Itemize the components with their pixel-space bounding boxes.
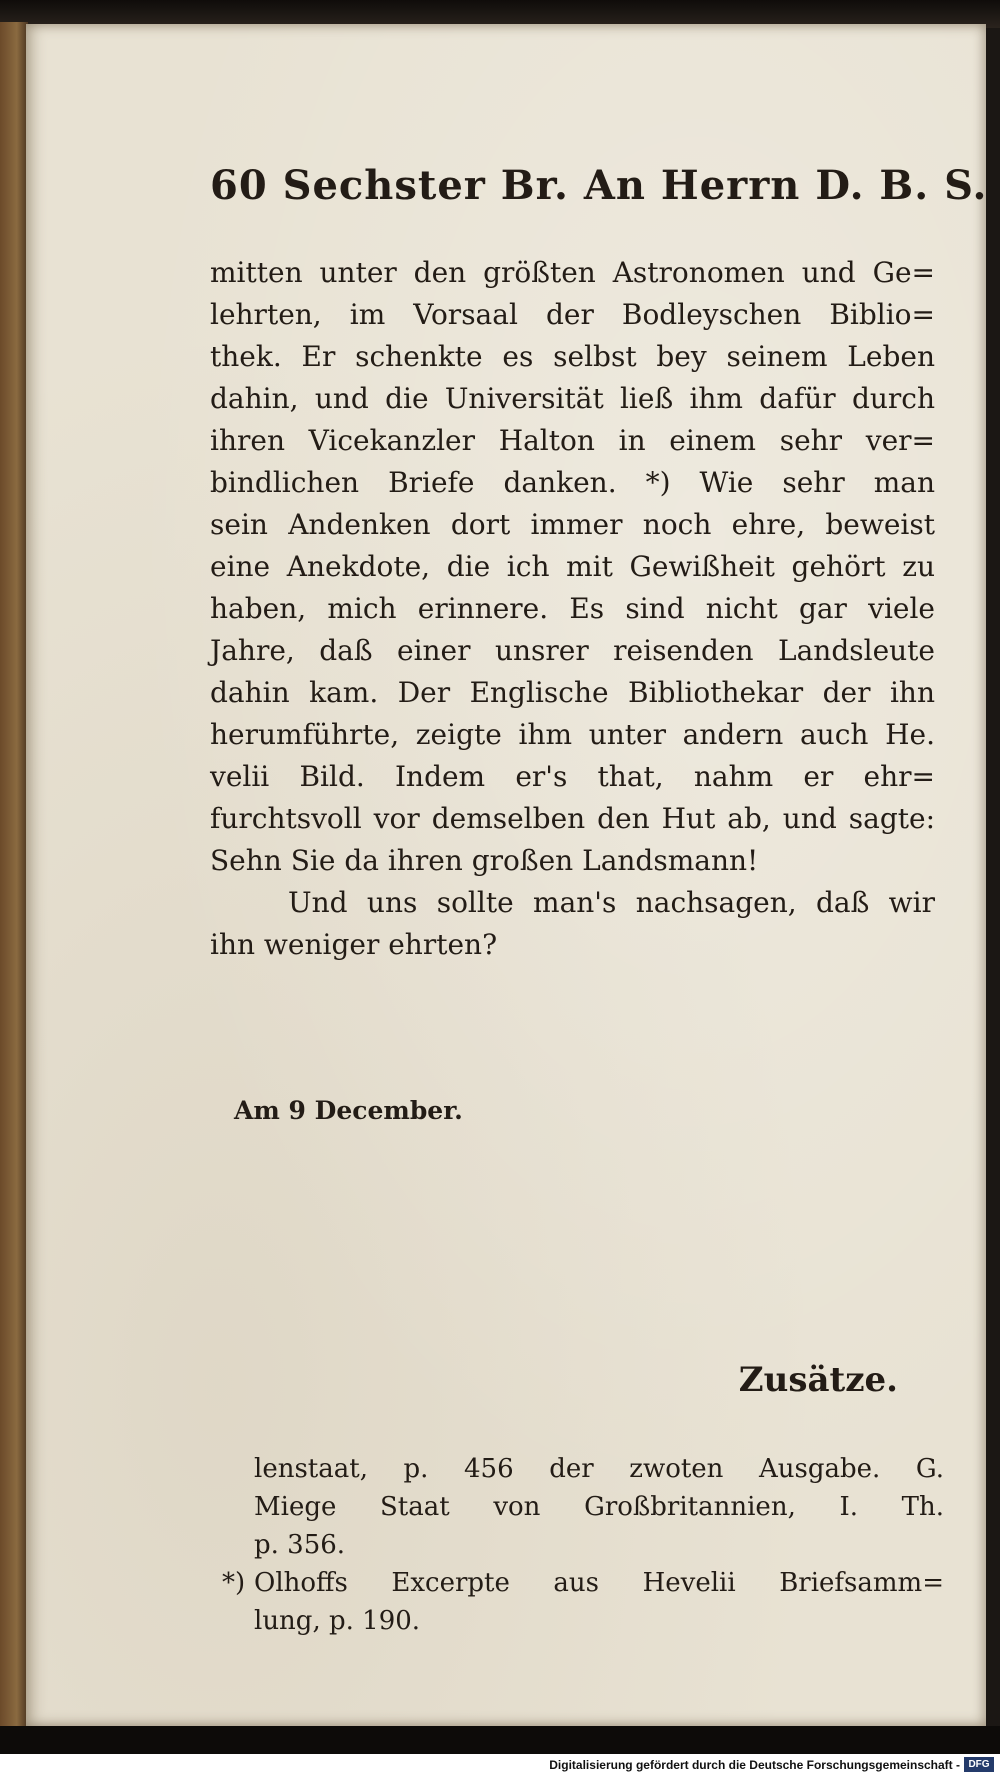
body-line: ihren Vicekanzler Halton in einem sehr ver=: [210, 424, 935, 457]
body-line: Sehn Sie da ihren großen Landsmann!: [210, 844, 759, 877]
body-line: bindlichen Briefe danken. *) Wie sehr man: [210, 466, 935, 499]
dfg-credit-text: Digitalisierung gefördert durch die Deutsche Forschungsgemeinschaft -: [549, 1758, 960, 1772]
body-line: velii Bild. Indem er's that, nahm er ehr=: [210, 760, 935, 793]
body-line: Jahre, daß einer unsrer reisenden Landsleute: [210, 634, 935, 667]
footnote-line: [222, 1564, 944, 1602]
body-text: [210, 252, 935, 966]
footnote-line: lung, p. 190.: [254, 1606, 421, 1636]
running-header: 60 Sechster Br. An Herrn D. B. S.: [210, 162, 988, 209]
body-line: sein Andenken dort immer noch ehre, beweist: [210, 508, 935, 541]
footnote-marker: *): [222, 1568, 246, 1598]
body-line: thek. Er schenkte es selbst bey seinem Leben: [210, 340, 935, 373]
book-page: [26, 24, 986, 1726]
body-line: lehrten, im Vorsaal der Bodleyschen Biblio=: [210, 298, 935, 331]
date-line: Am 9 December.: [234, 1096, 463, 1125]
credit-bar: [0, 1754, 1000, 1777]
book-spine-edge: [0, 22, 28, 1727]
scan-bottom-edge: [0, 1726, 1000, 1754]
body-line: eine Anekdote, die ich mit Gewißheit gehört zu: [210, 550, 935, 583]
note-line: p. 356.: [254, 1530, 346, 1560]
body-line: mitten unter den größten Astronomen und Ge=: [210, 256, 935, 289]
dfg-logo: DFG: [964, 1757, 994, 1772]
footnotes: [222, 1450, 944, 1640]
footnote-text: Olhoffs Excerpte aus Hevelii Briefsamm=: [254, 1568, 944, 1598]
body-line: furchtsvoll vor demselben den Hut ab, und sagte:: [210, 802, 935, 835]
body-line: Und uns sollte man's nachsagen, daß wir: [288, 886, 935, 919]
body-line: dahin, und die Universität ließ ihm dafür durch: [210, 382, 935, 415]
note-line: lenstaat, p. 456 der zwoten Ausgabe. G.: [254, 1454, 944, 1484]
body-line: herumführte, zeigte ihm unter andern auch He.: [210, 718, 935, 751]
body-line: haben, mich erinnere. Es sind nicht gar viele: [210, 592, 935, 625]
note-line: Miege Staat von Großbritannien, I. Th.: [254, 1492, 944, 1522]
catchword: Zusätze.: [738, 1360, 898, 1400]
body-line: dahin kam. Der Englische Bibliothekar der ihn: [210, 676, 935, 709]
body-line: ihn weniger ehrten?: [210, 928, 498, 961]
